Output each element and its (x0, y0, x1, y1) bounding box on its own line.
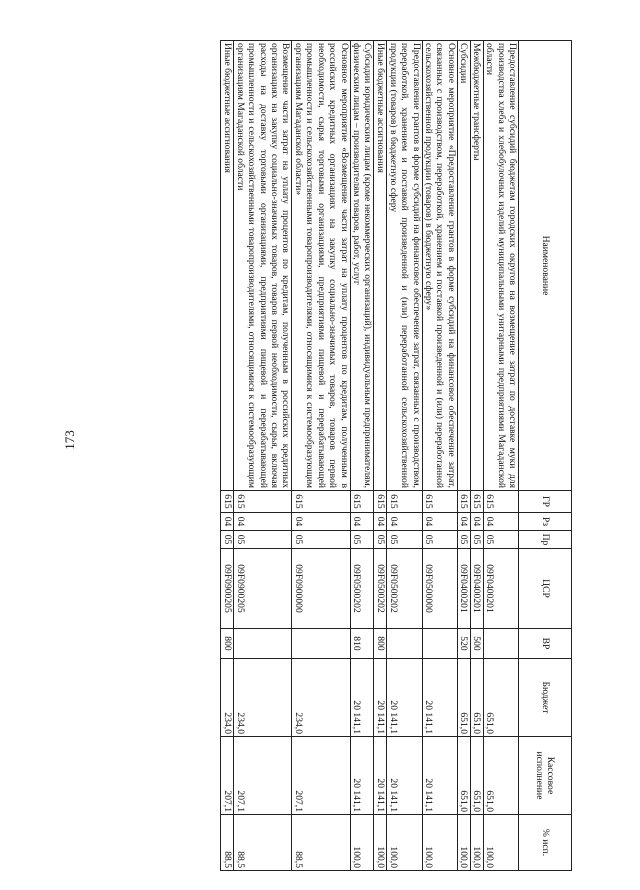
row-csr: 09F0900000 (292, 549, 350, 629)
row-budget: 234,0 (234, 659, 292, 737)
row-budget: 20 141,1 (374, 659, 387, 737)
table-row (387, 41, 422, 871)
row-csr: 09F0500202 (350, 549, 374, 629)
row-vr: 500 (470, 629, 483, 659)
row-rz: 04 (221, 513, 234, 531)
row-rz: 04 (350, 513, 374, 531)
row-pct: 100,0 (470, 815, 483, 871)
row-csr: 09F0900205 (221, 549, 234, 629)
row-pr: 05 (457, 531, 470, 549)
row-pct: 100,0 (457, 815, 470, 871)
row-csr: 09F0900205 (234, 549, 292, 629)
row-csr: 09F0400201 (483, 549, 518, 629)
row-pr: 05 (470, 531, 483, 549)
row-gr: 615 (374, 491, 387, 513)
table-row (374, 41, 387, 871)
row-pr: 05 (221, 531, 234, 549)
row-budget: 651,0 (470, 659, 483, 737)
row-gr: 615 (422, 491, 457, 513)
row-budget: 651,0 (483, 659, 518, 737)
row-rz: 04 (422, 513, 457, 531)
row-pct: 100,0 (483, 815, 518, 871)
row-pct: 100,0 (374, 815, 387, 871)
table-header-row (519, 41, 572, 871)
budget-table (220, 40, 572, 871)
row-name: Иные бюджетные ассигнования (374, 41, 387, 491)
row-vr: 810 (350, 629, 374, 659)
row-vr: 800 (374, 629, 387, 659)
row-pct: 88,5 (234, 815, 292, 871)
row-pct: 100,0 (387, 815, 422, 871)
header-cash: Кассовое исполнение (519, 737, 572, 815)
row-budget: 20 141,1 (387, 659, 422, 737)
row-cash: 207,1 (221, 737, 234, 815)
header-budget: Бюджет (519, 659, 572, 737)
row-cash: 207,1 (292, 737, 350, 815)
row-gr: 615 (221, 491, 234, 513)
row-name: Иные бюджетные ассигнования (221, 41, 234, 491)
row-rz: 04 (234, 513, 292, 531)
row-gr: 615 (387, 491, 422, 513)
row-rz: 04 (457, 513, 470, 531)
row-rz: 04 (292, 513, 350, 531)
row-pct: 100,0 (350, 815, 374, 871)
table-row (221, 41, 234, 871)
header-pct: % исп. (519, 815, 572, 871)
rotated-table-wrapper (98, 40, 572, 870)
table-row (422, 41, 457, 871)
row-cash: 20 141,1 (374, 737, 387, 815)
row-cash: 651,0 (457, 737, 470, 815)
row-vr: 520 (457, 629, 470, 659)
table-row (470, 41, 483, 871)
row-gr: 615 (457, 491, 470, 513)
row-cash: 207,1 (234, 737, 292, 815)
row-cash: 20 141,1 (350, 737, 374, 815)
row-pct: 88,5 (292, 815, 350, 871)
row-rz: 04 (483, 513, 518, 531)
row-budget: 234,0 (292, 659, 350, 737)
row-pct: 100,0 (422, 815, 457, 871)
row-gr: 615 (292, 491, 350, 513)
row-pr: 05 (292, 531, 350, 549)
row-vr (292, 629, 350, 659)
row-csr: 09F0500000 (422, 549, 457, 629)
page-number: 173 (62, 430, 77, 450)
row-pr: 05 (350, 531, 374, 549)
table-row (483, 41, 518, 871)
row-vr (387, 629, 422, 659)
row-cash: 20 141,1 (422, 737, 457, 815)
row-gr: 615 (234, 491, 292, 513)
row-cash: 20 141,1 (387, 737, 422, 815)
row-budget: 20 141,1 (350, 659, 374, 737)
row-rz: 04 (387, 513, 422, 531)
row-name: Возмещение части затрат на уплату процентов по кредитам, полученным в российских кредитных организациях на закупку социально-значимых товаров, товаров первой необходимости, сырья, включая расходы на доставку торговыми организациями, предприятиями пищевой и перерабатывающей промышленности и сельскохозяйственными товаропроизводителями, относящимися к системообразующим организациям Магаданской области (234, 41, 292, 491)
row-csr: 09F0500202 (387, 549, 422, 629)
header-rz: Рз (519, 513, 572, 531)
row-vr (234, 629, 292, 659)
header-vr: ВР (519, 629, 572, 659)
row-name: Основное мероприятие «Возмещение части затрат на уплату процентов по кредитам, полученным в российских кредитных организациях на закупку социально-значимых товаров, товаров первой необходимости, сырья торговыми организациями, предприятиями пищевой и перерабатывающей промышленности и сельскохозяйственными товаропроизводителями, относящимися к системообразующим организациям Магаданской области» (292, 41, 350, 491)
row-pr: 05 (234, 531, 292, 549)
row-gr: 615 (470, 491, 483, 513)
row-name: Предоставление субсидий бюджетам городских округов на возмещение затрат по доставке муки для производства хлеба и хлебобулочных изделий муниципальными унитарными предприятиями Магаданской области (483, 41, 518, 491)
row-budget: 234,0 (221, 659, 234, 737)
row-rz: 04 (470, 513, 483, 531)
row-cash: 651,0 (470, 737, 483, 815)
table-row (350, 41, 374, 871)
row-vr (483, 629, 518, 659)
row-pr: 05 (483, 531, 518, 549)
row-budget: 651,0 (457, 659, 470, 737)
row-pct: 88,5 (221, 815, 234, 871)
table-row (292, 41, 350, 871)
row-cash: 651,0 (483, 737, 518, 815)
header-pr: Пр (519, 531, 572, 549)
row-csr: 09F0400201 (457, 549, 470, 629)
header-gr: ГР (519, 491, 572, 513)
row-pr: 05 (387, 531, 422, 549)
row-name: Предоставление грантов в форме субсидий на финансовое обеспечение затрат, связанных с производством, переработкой, хранением и поставкой произведенной и (или) переработанной сельскохозяйственной продукции (товаров) в бюджетную сферу (387, 41, 422, 491)
row-name: Субсидии юридическим лицам (кроме некоммерческих организаций), индивидуальным предпринимателям, физическим лицам – производителям товаров, работ, услуг (350, 41, 374, 491)
table-row (234, 41, 292, 871)
row-gr: 615 (350, 491, 374, 513)
row-name: Основное мероприятие «Предоставление грантов в форме субсидий на финансовое обеспечение затрат, связанных с производством, переработкой, хранением и поставкой произведенной и (или) переработанной сельскохозяйственной продукции (товаров) в бюджетную сферу» (422, 41, 457, 491)
header-name: Наименование (519, 41, 572, 491)
header-csr: ЦСР (519, 549, 572, 629)
row-vr: 800 (221, 629, 234, 659)
row-vr (422, 629, 457, 659)
row-csr: 09F0400201 (470, 549, 483, 629)
row-pr: 05 (374, 531, 387, 549)
row-rz: 04 (374, 513, 387, 531)
row-gr: 615 (483, 491, 518, 513)
row-name: Субсидии (457, 41, 470, 491)
table-row (457, 41, 470, 871)
row-csr: 09F0500202 (374, 549, 387, 629)
row-pr: 05 (422, 531, 457, 549)
row-name: Межбюджетные трансферты (470, 41, 483, 491)
row-budget: 20 141,1 (422, 659, 457, 737)
